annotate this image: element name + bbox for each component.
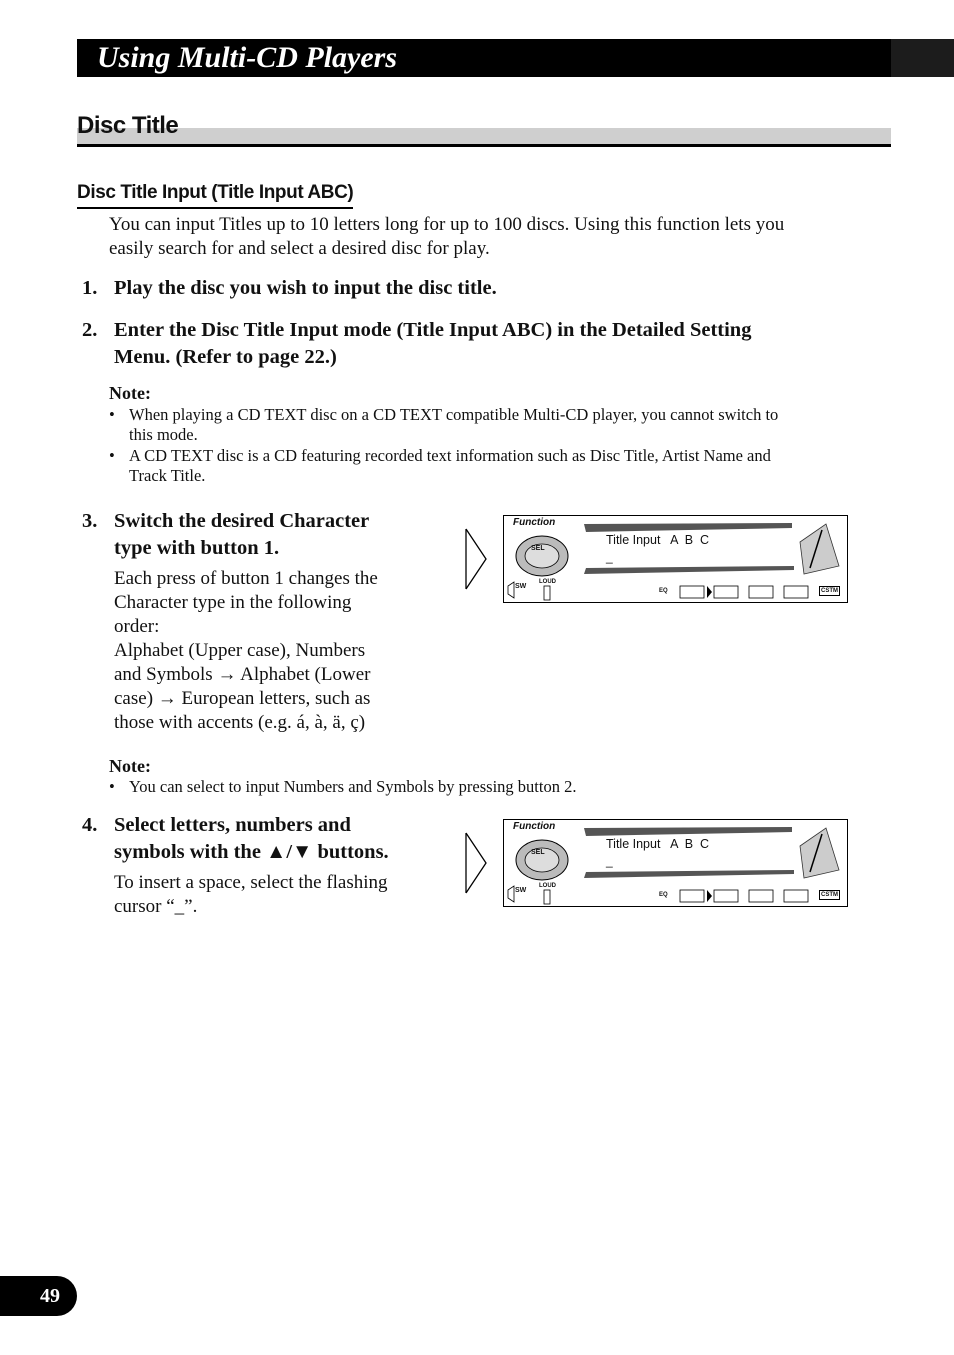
bullet: • [109,777,115,796]
title-input-text: Title Input A B C [606,533,710,547]
sw-label: SW [515,583,527,590]
note-item [109,405,869,445]
lcd-display-step3 [503,515,848,603]
note-text [129,405,778,445]
step-line: Enter the Disc Title Input mode (Title Input ABC) in the Detailed Setting [114,319,752,341]
body-line: order: [114,616,160,637]
function-label: Function [513,517,556,528]
intro-paragraph [109,213,784,261]
page-number: 49 [0,1276,77,1316]
note-line: When playing a CD TEXT disc on a CD TEXT compatible Multi-CD player, you cannot switch to [129,405,779,424]
bullet: • [109,405,115,424]
cursor-indicator: _ [606,854,613,868]
chapter-tab [891,39,954,77]
body-line: To insert a space, select the flashing [114,872,388,893]
note-text [129,446,771,486]
step-number: 4. [82,814,98,836]
sel-label: SEL [531,545,545,552]
subsection-title: Disc Title Input (Title Input ABC) [77,180,353,209]
step-number: 3. [82,510,98,532]
step-line: type with button 1. [114,537,280,559]
step-3 [82,508,422,564]
cstm-label: CSTM [821,892,838,898]
body-line: Alphabet (Upper case), Numbers [114,640,366,661]
note-label: Note: [109,756,151,776]
section-heading-bar [77,128,891,144]
step-text [114,508,369,562]
bullet: • [109,446,115,465]
lcd-graphics [504,820,847,906]
body-line: Each press of button 1 changes the [114,568,378,589]
lcd-graphics [504,516,847,602]
sel-label: SEL [531,849,545,856]
body-line: Character type in the following [114,592,352,613]
note-line: Track Title. [129,466,206,485]
step-2 [82,317,882,373]
section-heading [77,111,891,147]
step-line: Menu. (Refer to page 22.) [114,346,337,368]
loud-label: LOUD [539,579,556,585]
step-number: 2. [82,319,98,341]
pointer-arrow-icon [465,832,487,894]
body-line: cursor “_”. [114,896,198,917]
lcd-display-step4 [503,819,848,907]
step-line: Switch the desired Character [114,510,370,532]
loud-label: LOUD [539,883,556,889]
step-4 [82,812,442,868]
step-text: Play the disc you wish to input the disc title. [114,277,497,299]
title-input-text: Title Input A B C [606,837,710,851]
cursor-indicator: _ [606,550,613,564]
note-label: Note: [109,383,151,403]
note-item [109,446,869,486]
step-text [114,812,389,866]
note-text: You can select to input Numbers and Symbols by pressing button 2. [129,777,577,796]
sw-label: SW [515,887,527,894]
step-3-body [114,567,414,735]
step-4-body [114,871,434,919]
body-line: and Symbols → Alphabet (Lower [114,664,371,685]
step-number: 1. [82,277,98,299]
intro-line: easily search for and select a desired disc for play. [109,238,490,259]
chapter-title: Using Multi-CD Players [97,41,398,74]
note-item [109,777,869,797]
eq-label: EQ [659,588,668,594]
step-line: symbols with the ▲/▼ buttons. [114,841,389,863]
function-label: Function [513,821,556,832]
step-line: Select letters, numbers and [114,814,351,836]
intro-line: You can input Titles up to 10 letters long for up to 100 discs. Using this function lets you [109,214,785,235]
eq-label: EQ [659,892,668,898]
body-line: those with accents (e.g. á, à, ä, ç) [114,712,366,733]
cstm-label: CSTM [821,588,838,594]
section-heading-rule [77,144,891,147]
note-line: A CD TEXT disc is a CD featuring recorded text information such as Disc Title, Artist Name and [129,446,771,465]
section-title: Disc Title [77,112,179,139]
body-line: case) → European letters, such as [114,688,371,709]
note-line: this mode. [129,425,198,444]
chapter-banner [77,39,954,77]
pointer-arrow-icon [465,528,487,590]
step-text [114,317,751,371]
